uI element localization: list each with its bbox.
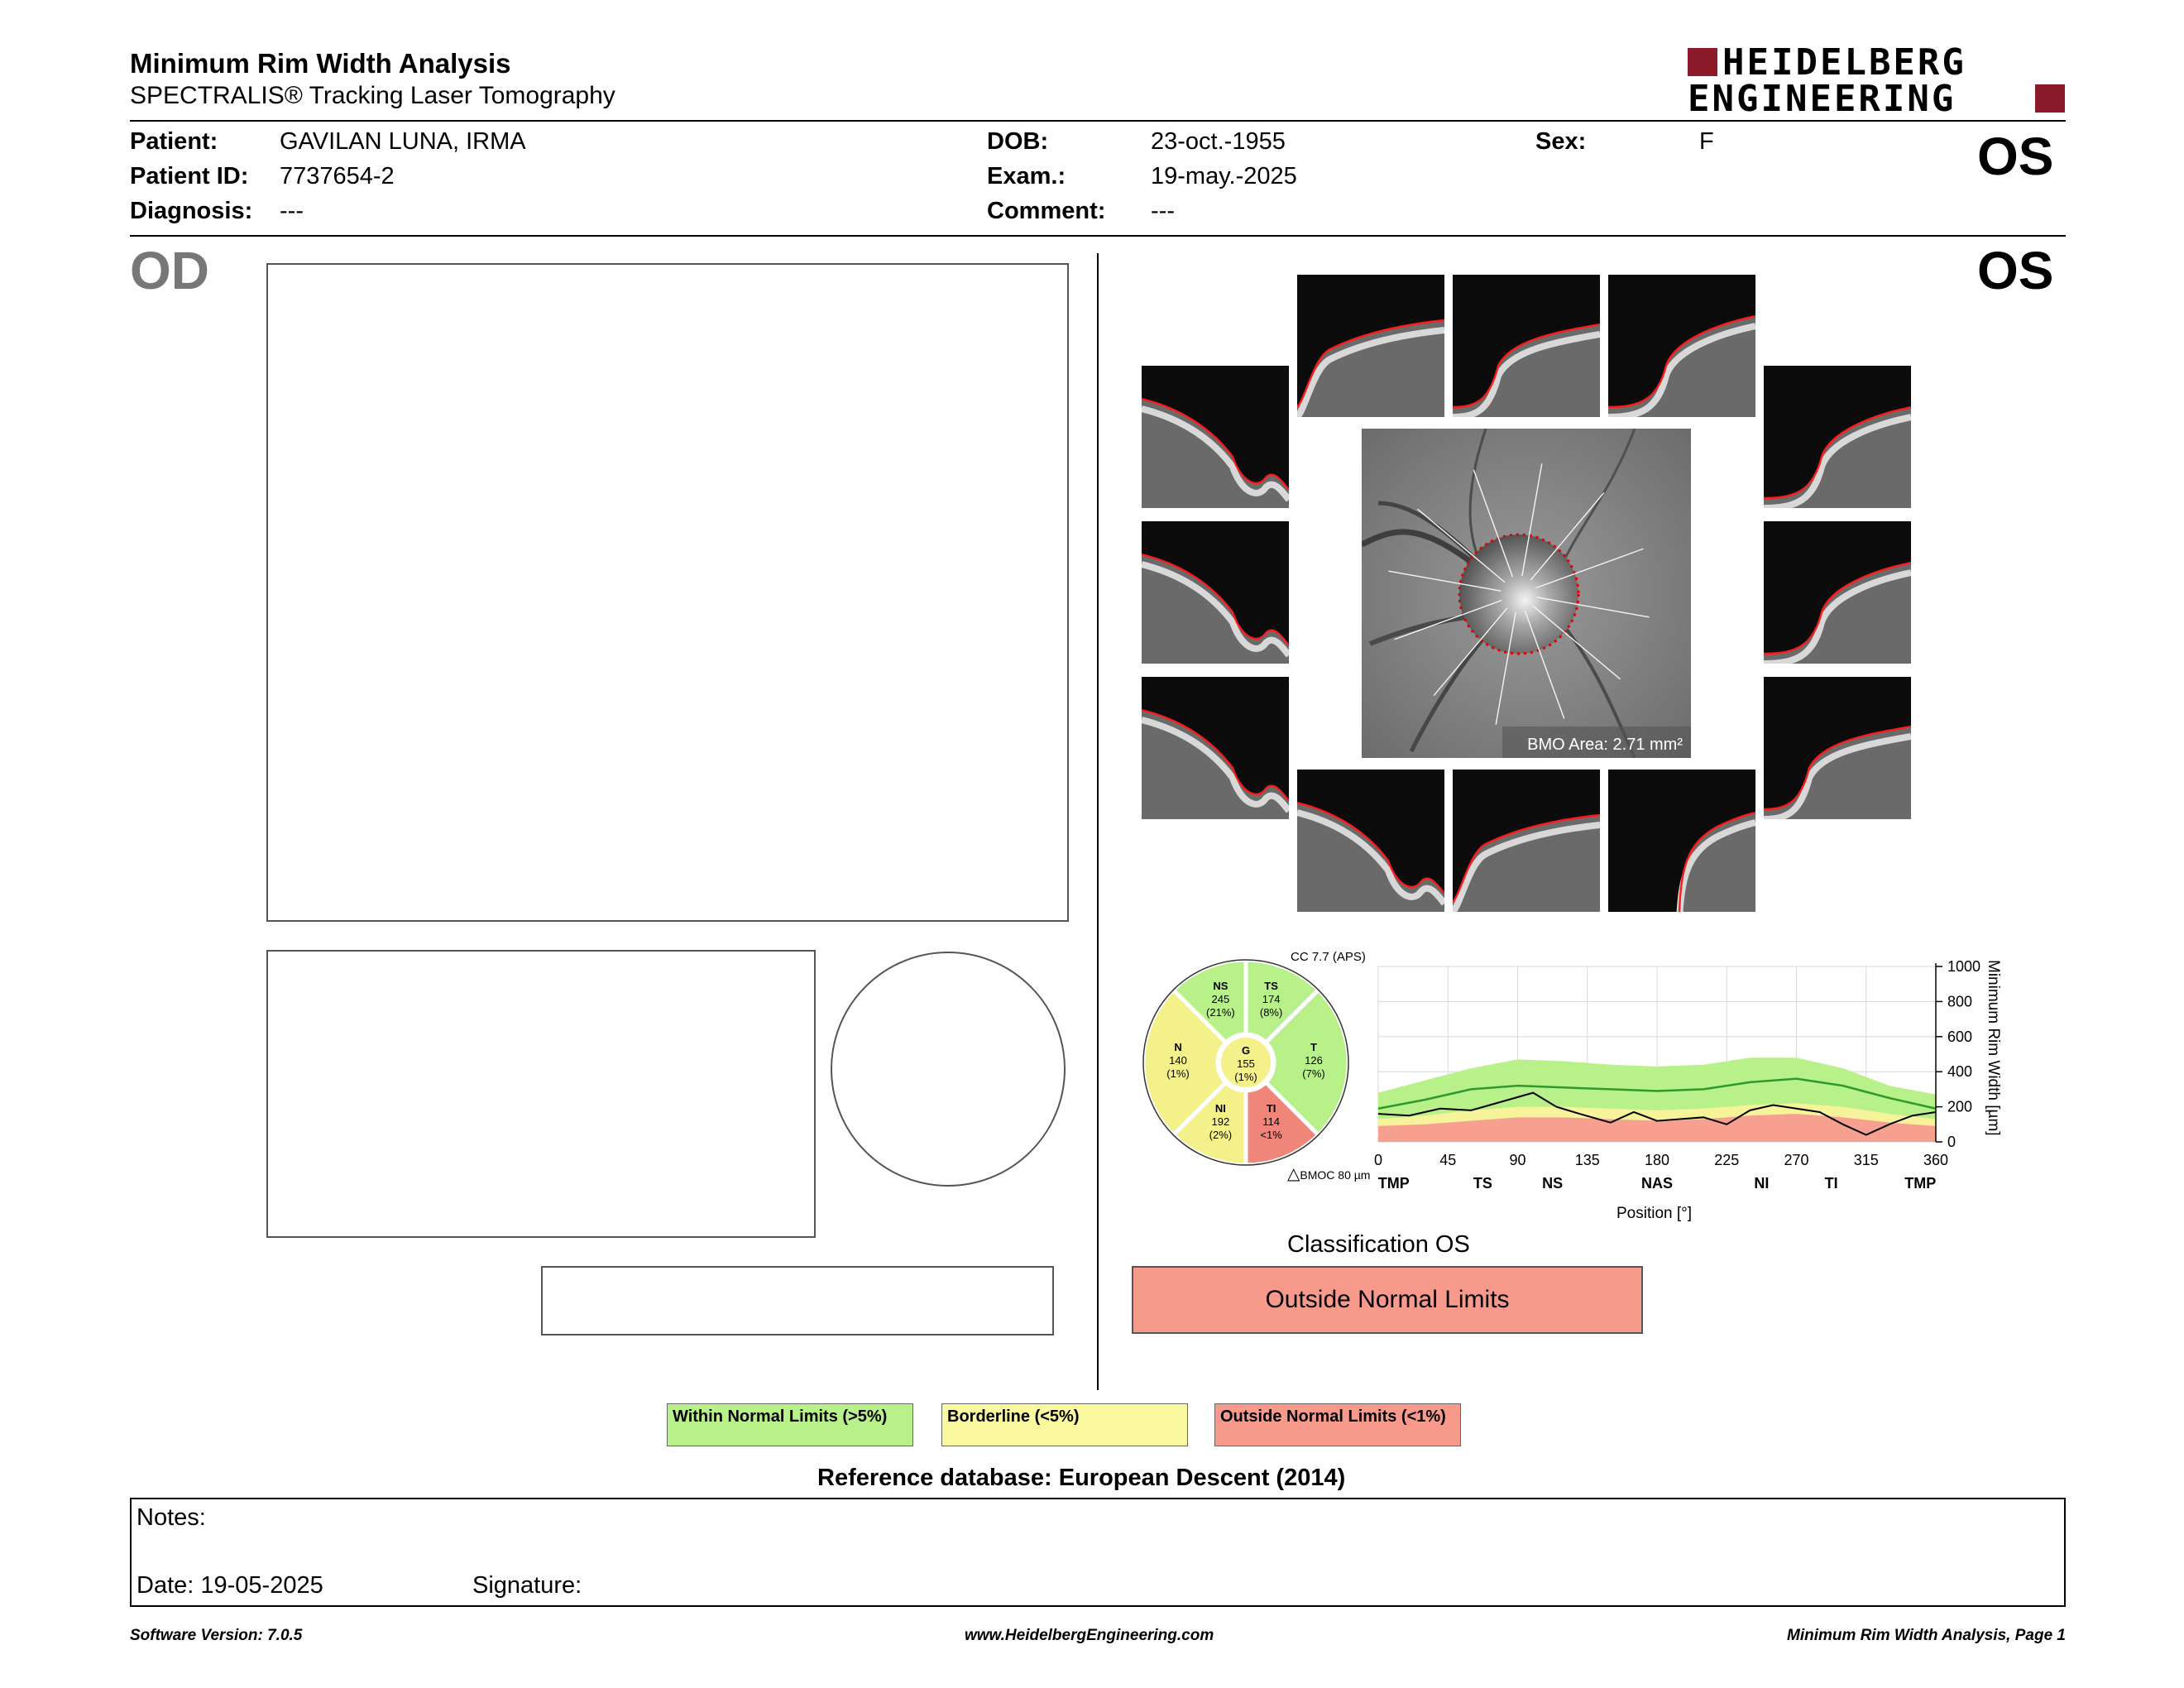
footer-version: Software Version: 7.0.5 — [130, 1627, 303, 1644]
sector-text: N — [1174, 1041, 1182, 1053]
bscan-thumbnail[interactable] — [1142, 677, 1289, 819]
bscan-image — [1764, 366, 1911, 508]
bscan-thumbnail[interactable] — [1297, 770, 1444, 912]
bscan-image — [1608, 770, 1755, 912]
patient-id-label: Patient ID: — [130, 163, 249, 189]
sector-axis-label: TMP — [1377, 1175, 1410, 1192]
bscan-thumbnail[interactable] — [1764, 677, 1911, 819]
legend-borderline-label: Borderline (<5%) — [947, 1407, 1080, 1426]
footer-page: Minimum Rim Width Analysis, Page 1 — [1787, 1627, 2066, 1644]
y-tick-label: 1000 — [1947, 958, 1981, 975]
bscan-thumbnail[interactable] — [1142, 366, 1289, 508]
sector-text: (1%) — [1166, 1067, 1190, 1080]
bscan-image — [1608, 275, 1755, 417]
report-subtitle: SPECTRALIS® Tracking Laser Tomography — [130, 82, 615, 109]
dob-label: DOB: — [987, 128, 1049, 155]
dob-value: 23-oct.-1955 — [1151, 128, 1286, 155]
sector-text: 174 — [1262, 993, 1281, 1006]
bscan-image — [1764, 521, 1911, 664]
exam-value: 19-may.-2025 — [1151, 163, 1297, 189]
bscan-image — [1142, 521, 1289, 664]
classification-result: Outside Normal Limits — [1265, 1286, 1510, 1313]
bscan-image — [1142, 366, 1289, 508]
sector-text: (2%) — [1209, 1128, 1233, 1141]
od-classification-placeholder — [541, 1266, 1054, 1336]
mrw-chart — [1357, 950, 2052, 1231]
y-tick-label: 600 — [1947, 1028, 1973, 1045]
comment-value: --- — [1151, 198, 1175, 224]
sector-text: <1% — [1260, 1128, 1282, 1141]
diagnosis-label: Diagnosis: — [130, 198, 253, 224]
delta-icon: △ — [1287, 1165, 1300, 1183]
bscan-thumbnail[interactable] — [1453, 275, 1600, 417]
x-tick-label: 135 — [1574, 1152, 1600, 1168]
legend-borderline — [941, 1403, 1188, 1446]
od-sector-placeholder — [831, 952, 1066, 1187]
bscan-thumbnail[interactable] — [1764, 521, 1911, 664]
sector-axis-label: TMP — [1904, 1175, 1937, 1192]
classification-result-box — [1132, 1266, 1643, 1334]
x-tick-label: 90 — [1509, 1152, 1526, 1168]
brand-line2: ENGINEERING — [1688, 78, 1956, 120]
comment-label: Comment: — [987, 198, 1106, 224]
reference-database: Reference database: European Descent (2014) — [817, 1465, 1346, 1491]
chart-ylabel: Minimum Rim Width [µm] — [1985, 960, 2002, 1136]
x-tick-label: 180 — [1644, 1152, 1670, 1168]
sector-axis-label: NAS — [1640, 1175, 1674, 1192]
sex-label: Sex: — [1535, 128, 1587, 155]
exam-label: Exam.: — [987, 163, 1066, 189]
eye-divider — [1097, 253, 1099, 1390]
sector-axis-label: NI — [1754, 1175, 1770, 1192]
brand-line1: HEIDELBERG — [1722, 41, 1966, 84]
x-tick-label: 225 — [1714, 1152, 1740, 1168]
sector-text: 140 — [1169, 1054, 1187, 1067]
sector-text: 126 — [1305, 1054, 1323, 1067]
od-chart-placeholder — [266, 950, 816, 1238]
bscan-image — [1453, 275, 1600, 417]
report-title: Minimum Rim Width Analysis — [130, 48, 511, 79]
legend-within-label: Within Normal Limits (>5%) — [673, 1407, 888, 1426]
sector-axis-label: TI — [1824, 1175, 1838, 1192]
x-tick-label: 0 — [1373, 1152, 1383, 1168]
y-tick-label: 0 — [1947, 1134, 1956, 1150]
brand-logo — [1688, 41, 2068, 120]
patient-id-value: 7737654-2 — [280, 163, 395, 189]
diagnosis-value: --- — [280, 198, 304, 224]
notes-label: Notes: — [136, 1504, 206, 1531]
x-tick-label: 360 — [1923, 1152, 1949, 1168]
patient-label: Patient: — [130, 128, 218, 155]
notes-box[interactable] — [130, 1498, 2066, 1607]
bscan-thumbnail[interactable] — [1608, 770, 1755, 912]
bscan-thumbnail[interactable] — [1453, 770, 1600, 912]
od-fundus-placeholder — [266, 263, 1069, 922]
header-divider — [130, 120, 2066, 122]
sector-text: (8%) — [1259, 1006, 1283, 1019]
brand-square-icon — [1688, 48, 1717, 76]
sector-g-text: G — [1241, 1044, 1251, 1057]
sector-text: NI — [1214, 1101, 1226, 1115]
bscan-thumbnail[interactable] — [1142, 521, 1289, 664]
bscan-image — [1453, 770, 1600, 912]
date-label: Date: 19-05-2025 — [136, 1572, 323, 1599]
x-tick-label: 315 — [1853, 1152, 1879, 1168]
sector-text: 245 — [1211, 993, 1230, 1006]
eye-label-header: OS — [1977, 127, 2054, 186]
bscan-image — [1297, 770, 1444, 912]
sector-svg — [1138, 955, 1353, 1170]
bscan-thumbnail[interactable] — [1608, 275, 1755, 417]
sector-text: TS — [1264, 980, 1278, 993]
sector-axis-label: NS — [1542, 1175, 1564, 1192]
sector-g-text: (1%) — [1234, 1071, 1257, 1083]
brand-square-icon-2 — [2035, 84, 2065, 113]
sector-pie — [1138, 955, 1353, 1170]
footer-url[interactable]: www.HeidelbergEngineering.com — [965, 1627, 1214, 1644]
sector-text: (7%) — [1302, 1067, 1325, 1080]
fundus-image[interactable] — [1362, 429, 1691, 758]
bscan-thumbnail[interactable] — [1764, 366, 1911, 508]
patient-value: GAVILAN LUNA, IRMA — [280, 128, 526, 155]
patient-divider — [130, 235, 2066, 237]
sector-text: NS — [1213, 980, 1228, 993]
bscan-image — [1142, 677, 1289, 819]
cc-label: CC 7.7 (APS) — [1291, 950, 1366, 964]
os-label: OS — [1977, 241, 2054, 300]
sector-text: 114 — [1262, 1115, 1280, 1128]
legend-outside — [1214, 1403, 1461, 1446]
sector-text: TI — [1266, 1101, 1276, 1115]
y-tick-label: 800 — [1947, 993, 1973, 1010]
mrw-chart-svg — [1357, 950, 2052, 1231]
legend-outside-label: Outside Normal Limits (<1%) — [1220, 1407, 1446, 1426]
sector-text: T — [1310, 1041, 1317, 1053]
fundus-svg — [1362, 429, 1691, 758]
sector-axis-label: TS — [1473, 1175, 1492, 1192]
sector-g-text: 155 — [1237, 1057, 1255, 1070]
x-tick-label: 45 — [1439, 1152, 1457, 1168]
y-tick-label: 200 — [1947, 1098, 1973, 1115]
bmo-area-label: BMO Area: 2.71 mm² — [1527, 736, 1683, 754]
sector-text: 192 — [1211, 1115, 1230, 1128]
sex-value: F — [1699, 128, 1714, 155]
bscan-image — [1297, 275, 1444, 417]
y-tick-label: 400 — [1947, 1063, 1973, 1081]
bscan-image — [1764, 677, 1911, 819]
x-tick-label: 270 — [1784, 1152, 1809, 1168]
sector-text: (21%) — [1206, 1006, 1235, 1019]
bmoc-text: BMOC 80 µm — [1300, 1168, 1371, 1182]
bscan-thumbnail[interactable] — [1297, 275, 1444, 417]
od-label: OD — [130, 241, 209, 300]
chart-xlabel: Position [°] — [1616, 1205, 1693, 1222]
classification-title: Classification OS — [1287, 1231, 1470, 1258]
signature-label: Signature: — [472, 1572, 582, 1599]
legend-within — [667, 1403, 913, 1446]
